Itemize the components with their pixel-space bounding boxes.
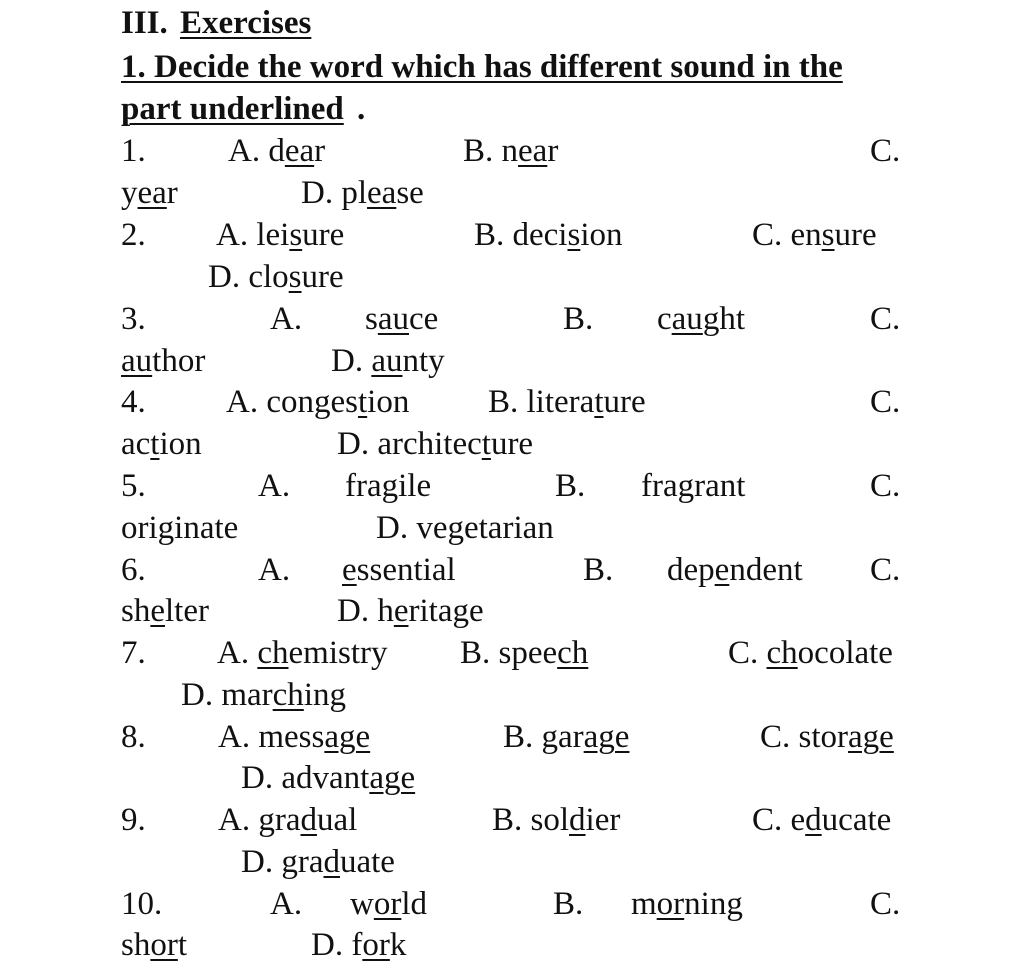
option-a: A. gradual [218, 802, 358, 838]
option-c: C. storage [760, 719, 894, 755]
option-b: B. decision [474, 217, 623, 253]
option-d: D. graduate [241, 844, 395, 880]
option-d: D. heritage [337, 593, 484, 629]
section-title: Exercises [180, 5, 312, 41]
option-b-word: dependent [667, 552, 803, 588]
option-d: D. marching [181, 677, 346, 713]
option-d: D. fork [311, 927, 407, 963]
option-a: A. chemistry [217, 635, 388, 671]
option-c-word: year [121, 175, 178, 211]
option-c-word: author [121, 343, 206, 379]
option-d: D. aunty [331, 343, 445, 379]
option-b: B. soldier [492, 802, 621, 838]
option-c-label: C. [870, 133, 901, 169]
option-a: A. message [218, 719, 371, 755]
option-b: B. garage [503, 719, 630, 755]
option-c-word: action [121, 426, 202, 462]
option-a: A. congestion [226, 384, 410, 420]
option-a-word: essential [342, 552, 456, 588]
option-b-word: caught [657, 301, 745, 337]
option-b: B. speech [460, 635, 589, 671]
option-d: D. architecture [337, 426, 534, 462]
option-d: D. closure [208, 259, 344, 295]
option-c: C. educate [752, 802, 892, 838]
option-d: D. vegetarian [376, 510, 554, 546]
option-a-word: world [350, 886, 428, 922]
option-d: D. please [301, 175, 424, 211]
option-b: B. literature [488, 384, 646, 420]
option-a-word: sauce [365, 301, 439, 337]
option-a: A. dear [228, 133, 326, 169]
option-c: C. chocolate [728, 635, 893, 671]
option-c: C. ensure [752, 217, 877, 253]
option-c-word: shelter [121, 593, 209, 629]
option-b: B. near [463, 133, 559, 169]
option-d: D. advantage [241, 760, 416, 796]
section-number: III. [121, 5, 168, 41]
option-a: A. leisure [216, 217, 345, 253]
option-b-word: morning [631, 886, 743, 922]
option-c-word: short [121, 927, 188, 963]
